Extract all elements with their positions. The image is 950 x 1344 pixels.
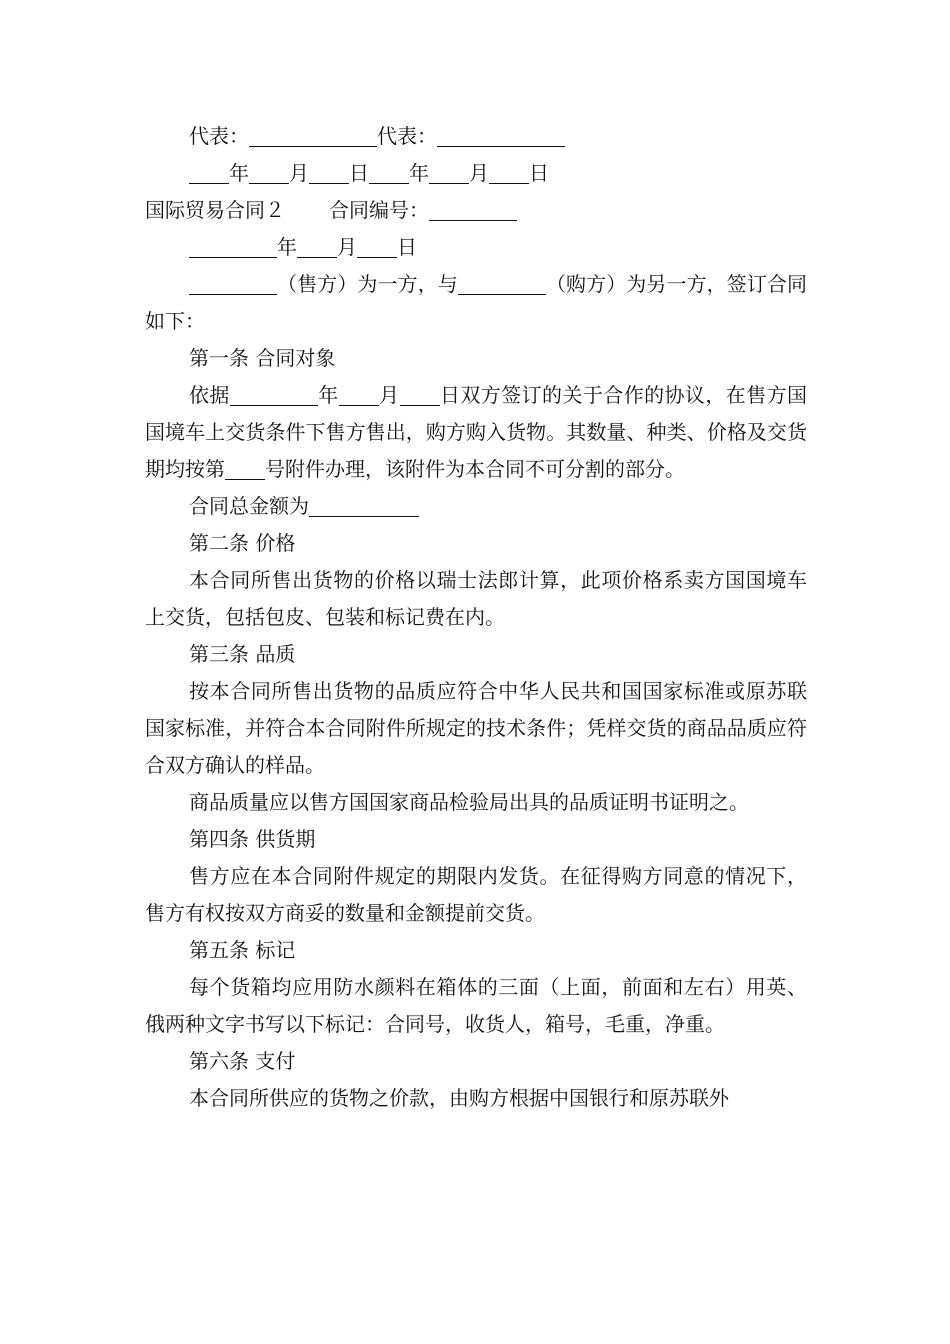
date-month-label: 月: [469, 161, 489, 185]
article-6-heading: 第六条 支付: [189, 1049, 296, 1073]
contract-number-label: 合同编号：: [329, 198, 429, 222]
date-blank: [489, 161, 529, 184]
appendix-number-blank: [225, 457, 265, 480]
buyer-blank: [458, 272, 546, 295]
date-day-label: 日: [529, 161, 549, 185]
article-1-paragraph-2: [145, 488, 807, 525]
art1-text-c: 月: [378, 383, 400, 407]
art1-text-a: 依据: [189, 383, 230, 407]
intro-text-a: （售方）为一方，与: [277, 272, 458, 296]
art1-text-d: 日双方签订的关于合作的协议，在售方国国境车上交货条件下售方售出，购方购入货物。其数量、种类、价格及交货期均按第: [145, 383, 808, 481]
seller-blank: [189, 272, 277, 295]
date-year-label: 年: [409, 161, 429, 185]
total-amount-blank: [309, 494, 419, 517]
rep-label-seller: 代表：: [189, 124, 249, 148]
date-blank: [309, 161, 349, 184]
date-blank: [249, 161, 289, 184]
contract-number-blank: [429, 198, 517, 221]
date-blank: [189, 235, 277, 258]
date-blank: [357, 235, 397, 258]
art1-text-b: 年: [317, 383, 339, 407]
article-6-paragraph-1: 本合同所供应的货物之价款，由购方根据中国银行和原苏联外: [189, 1086, 729, 1110]
date-year-label: 年: [277, 235, 297, 259]
article-5-paragraph-1: 每个货箱均应用防水颜料在箱体的三面（上面，前面和左右）用英、俄两种文字书写以下标记：合同号，收货人，箱号，毛重，净重。: [145, 975, 807, 1036]
date-day-label: 日: [349, 161, 369, 185]
contract-title-line: [145, 192, 807, 229]
contract-title: 国际贸易合同２: [145, 198, 285, 222]
contract-intro-paragraph: [145, 266, 807, 340]
contract-date-line: [145, 229, 807, 266]
article-4-paragraph-1: 售方应在本合同附件规定的期限内发货。在征得购方同意的情况下，售方有权按双方商妥的数量和金额提前交货。: [145, 864, 807, 925]
signature-date-line: [145, 155, 807, 192]
date-year-label: 年: [229, 161, 249, 185]
date-blank: [429, 161, 469, 184]
article-4-heading: 第四条 供货期: [189, 827, 316, 851]
rep-blank-seller: [249, 124, 377, 147]
article-3-paragraph-2: 商品质量应以售方国国家商品检验局出具的品质证明书证明之。: [189, 790, 749, 814]
article-2-heading: 第二条 价格: [189, 531, 296, 555]
art1-text-e: 号附件办理，该附件为本合同不可分割的部分。: [265, 457, 685, 481]
signature-representatives-line: [145, 118, 807, 155]
total-amount-label: 合同总金额为: [189, 494, 309, 518]
date-day-label: 日: [397, 235, 417, 259]
date-blank: [230, 383, 318, 406]
rep-label-buyer: 代表：: [377, 124, 437, 148]
date-blank: [400, 383, 440, 406]
article-5-heading: 第五条 标记: [189, 938, 296, 962]
date-blank: [369, 161, 409, 184]
article-1-heading: 第一条 合同对象: [189, 346, 336, 370]
date-month-label: 月: [289, 161, 309, 185]
rep-blank-buyer: [437, 124, 565, 147]
intro-text-b: （购方）为另一方，签订合同如下：: [145, 272, 808, 333]
date-blank: [189, 161, 229, 184]
article-2-paragraph-1: 本合同所售出货物的价格以瑞士法郎计算，此项价格系卖方国国境车上交货，包括包皮、包装和标记费在内。: [145, 568, 807, 629]
article-3-heading: 第三条 品质: [189, 642, 296, 666]
date-blank: [339, 383, 379, 406]
document-body: [145, 118, 807, 1117]
article-1-paragraph-1: [145, 377, 807, 488]
date-month-label: 月: [337, 235, 357, 259]
date-blank: [297, 235, 337, 258]
article-3-paragraph-1: 按本合同所售出货物的品质应符合中华人民共和国国家标准或原苏联国家标准，并符合本合同附件所规定的技术条件；凭样交货的商品品质应符合双方确认的样品。: [145, 679, 807, 777]
